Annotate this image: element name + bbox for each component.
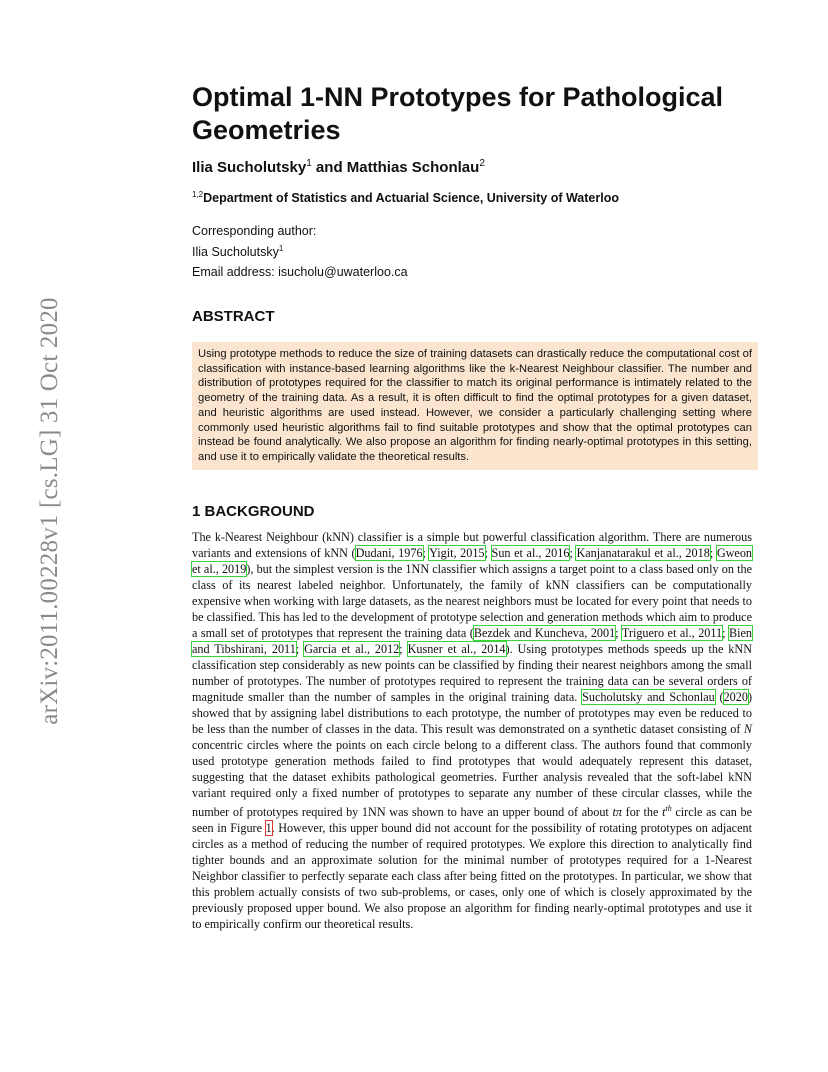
citation-separator: ; — [484, 546, 492, 560]
author-name: Ilia Sucholutsky — [192, 159, 307, 176]
author-affil-mark: 2 — [479, 158, 485, 169]
citation-separator: ; — [399, 642, 408, 656]
citation-separator: ; — [295, 642, 305, 656]
body-text-run: ), but the simplest version is the 1NN classifier which assigns a target point to a class based only on the class of its nearest labeled neighbor. Unfortunately, the family of kNN classifiers can be computationally expensive when working with large datasets, as the nearest neighbors must be located for every point that needs to be classified. This has led to the development of prototype selection and generation methods which aim to produce a small set of prototypes that represent the training data ( — [192, 562, 752, 640]
corresponding-affil-mark: 1 — [278, 244, 284, 253]
citation-year-link[interactable]: 2020 — [723, 690, 748, 704]
author-line — [192, 158, 485, 176]
body-text-run: ) showed that by assigning label distributions to each prototype, the number of prototypes may even be reduced to be less than the number of classes in the data. This result was demonstrated on a synthetic dataset consisting of — [192, 690, 752, 736]
abstract-box — [192, 342, 758, 470]
section-heading-background: 1 BACKGROUND — [192, 503, 315, 520]
affiliation — [192, 190, 619, 205]
math-superscript: th — [665, 804, 672, 813]
citation-separator: ; — [422, 546, 430, 560]
arxiv-sidebar — [38, 292, 62, 730]
citation-separator: ; — [722, 626, 729, 640]
citation-link[interactable]: Bien and Tibshirani, 2011 — [192, 626, 753, 656]
body-text-run: . However, this upper bound did not account for the possibility of rotating prototypes on adjacent circles as a method of reducing the number of required prototypes. We explore this direction to analytically find tighter bounds and an approximate solution for the minimal number of prototypes required for a 1-Nearest Neighbor classifier to perfectly separate each class after being fitted on the prototypes. In particular, we show that this problem actually consists of two sub-problems, or cases, only one of which is closely approximated by the previously proposed upper bound. We also propose an algorithm for finding nearly-optimal prototypes and use it to empirically confirm our theoretical results. — [192, 821, 752, 932]
citation-link[interactable]: Kanjanatarakul et al., 2018 — [576, 546, 710, 560]
paper-title: Optimal 1-NN Prototypes for Pathological Geometries — [192, 82, 724, 145]
citation-link[interactable]: Bezdek and Kuncheva, 2001 — [473, 626, 616, 640]
corresponding-name: Ilia Sucholutsky — [192, 245, 279, 260]
abstract-text: Using prototype methods to reduce the size of training datasets can drastically reduce the computational cost of classification with instance-based learning algorithms like the k-Nearest Neighbour classifier. The number and distribution of prototypes required for the classifier to match its original performance is intimately related to the geometry of the training data. As a result, it is often difficult to find the optimal prototypes for a given dataset, and heuristic algorithms are used instead. However, we consider a particularly challenging setting where commonly used heuristic algorithms fail to find suitable prototypes and show that the optimal prototypes can instead be found analytically. We also propose an algorithm for finding nearly-optimal prototypes in this setting, and use it to empirically validate the theoretical results. — [198, 348, 752, 463]
arxiv-identifier: arXiv:2011.00228v1 [cs.LG] 31 Oct 2020 — [36, 297, 63, 725]
math-variable: t — [662, 805, 666, 820]
citation-link[interactable]: Yigit, 2015 — [429, 546, 485, 560]
body-text-run: circle as can be seen in Figure — [192, 805, 752, 836]
citation-separator: ; — [709, 546, 717, 560]
body-text-run: for the — [621, 805, 663, 820]
citation-link[interactable]: Sun et al., 2016 — [491, 546, 570, 560]
citation-link[interactable]: Triguero et al., 2011 — [621, 626, 723, 640]
citation-link[interactable]: Dudani, 1976 — [355, 546, 423, 560]
figure-reference-link[interactable]: 1 — [265, 821, 272, 836]
abstract-heading: ABSTRACT — [192, 308, 275, 325]
math-variable: N — [743, 722, 752, 736]
citation-link[interactable]: Garcia et al., 2012 — [304, 642, 400, 656]
corresponding-name-line — [192, 240, 316, 261]
math-expression: tπ — [612, 805, 622, 820]
citation-link[interactable]: Gweon et al., 2019 — [192, 546, 753, 576]
affiliation-text: Department of Statistics and Actuarial Science, University of Waterloo — [203, 191, 619, 206]
corresponding-label: Corresponding author: — [192, 224, 317, 238]
citation-separator: ; — [569, 546, 577, 560]
citation-link[interactable]: Sucholutsky and Schonlau — [582, 690, 715, 704]
background-paragraph — [192, 529, 752, 932]
body-text-run: The k-Nearest Neighbour (kNN) classifier is a simple but powerful classification algorithm. There are numerous variants and extensions of kNN ( — [192, 530, 752, 560]
corresponding-author — [192, 222, 316, 261]
citation-link[interactable]: Kusner et al., 2014 — [407, 642, 506, 656]
author-affil-mark: 1 — [306, 158, 312, 169]
author-separator: and — [311, 159, 347, 176]
author-name: Matthias Schonlau — [346, 159, 480, 176]
email-address: Email address: isucholu@uwaterloo.ca — [192, 265, 408, 279]
body-text-run: ( — [714, 690, 724, 704]
affiliation-mark: 1,2 — [192, 190, 204, 199]
citation-separator: ; — [615, 626, 622, 640]
body-text-run: ). Using prototypes methods speeds up the kNN classification step considerably as new points can be classified by finding their nearest neighbors among the small number of prototypes. The number of prototypes required to represent the training data can be several orders of magnitude smaller than the number of samples in the original training data. — [192, 642, 752, 704]
body-text-run: concentric circles where the points on each circle belong to a different class. The authors found that commonly used prototype generation methods failed to find prototypes that would adequately represent this dataset, suggesting that the dataset exhibits pathological geometries. Further analysis revealed that the soft-label kNN variant required only a fixed number of prototypes to separate any number of these circular classes, while the number of prototypes required by 1NN was shown to have an upper bound of about — [192, 738, 752, 820]
